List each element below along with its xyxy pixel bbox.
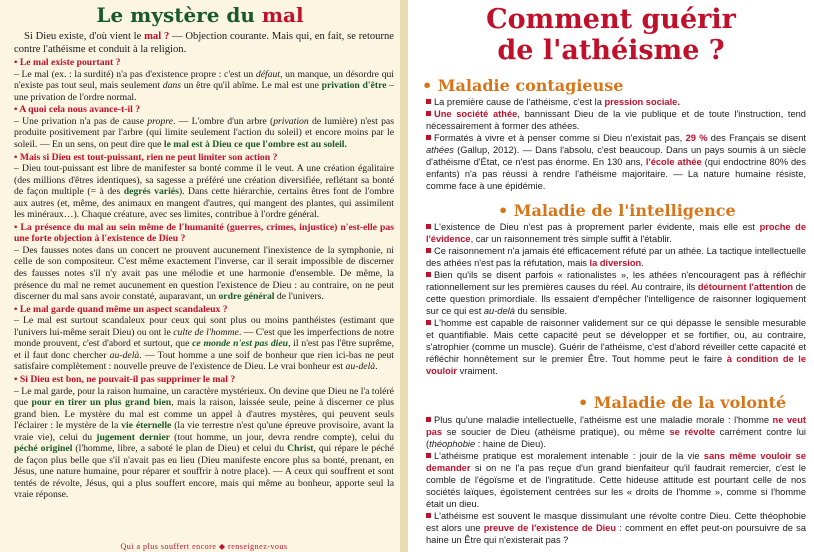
section-volonte [426,414,806,546]
bullet-square-icon [426,99,431,104]
left-page [0,0,400,552]
bullet-square-icon [426,320,431,325]
answer-1: – Le mal (ex. : la surdité) n'a pas d'existence propre : c'est un défaut, un manque, un désordre qui n'existe pas tout seul, mais seulement dans un être qu'il abîme. Le mal est une privation d'être – une privation de l'ordre normal. [14,68,395,103]
question-4: • La présence du mal au sein même de l'humanité (guerres, crimes, injustice) n'est-elle pas une forte objection à l'existence de Dieu ? [14,221,394,245]
question-1: • Le mal existe pourtant ? [14,57,121,69]
answer-4: – Des fausses notes dans un concert ne prouvent aucunement l'inexistence de la symphonie, ni celle de son compositeur. C'est même exactement l'inverse, car il serait impossible de discerner des fausses notes s'il n'y avait pas une mélodie et une harmonie d'ensemble. De même, la présence du mal ne remet aucunement en question l'existence de Dieu : au contraire, on ne peut discerner du mal sans avoir constaté, auparavant, un ordre général de l'univers. [14,244,394,303]
paragraph: L'existence de Dieu n'est pas à proprement parler évidente, mais elle est proche de l'évidence, car un raisonnement très simple suffit à l'établir. [426,222,806,244]
left-title [0,2,400,28]
paragraph: La première cause de l'athéisme, c'est la pression sociale. [426,96,806,108]
heading-intelligence: • Maladie de l'intelligence [498,201,736,220]
paragraph: Plus qu'une maladie intellectuelle, l'athéisme est une maladie morale : l'homme ne veut pas se soucier de Dieu (athéisme pratique), ou même se révolte carrément contre lui (théophobie : haine de Dieu). [426,415,806,449]
left-title-mal: mal [261,3,304,27]
answer-5: – Le mal est surtout scandaleux pour ceux qui sont plus ou moins panthéistes (estimant que l'univers lui-même serait Dieu) ou ont le culte de l'homme. — C'est que les imperfections de notre monde prouvent, c'est d'abord et surtout, que ce monde n'est pas dieu, il n'est pas l'être suprême, et il faut donc chercher au-delà. — Tout homme a une soif de bonheur que rien ici-bas ne peut satisfaire complètement : nouvelle preuve de l'existence de Dieu. Le vrai bonheur est au-delà. [14,315,395,373]
question-5: • Le mal garde quand même un aspect scandaleux ? [14,303,228,315]
paragraph: L'homme est capable de raisonner validement sur ce qui dépasse le sensible mesurable et quantifiable. Mais cette capacité peut se développer et se fortifier, ou, au contraire, s'atrophier (comme un muscle). Guérir de l'athéisme, c'est d'abord réveiller cette capacité et réfléchir honnêtement sur le premier Être. Tout homme peut le faire à condition de le vouloir vraiment. [426,318,806,376]
right-page [408,0,814,552]
left-footer: Qui a plus souffert encore ◆ renseignez-vous [120,542,288,551]
left-column [14,31,394,501]
section-intelligence [426,221,806,377]
paragraph: Une société athée, bannissant Dieu de la vie publique et de toute l'instruction, tend nécessairement à former des athées. [426,109,806,131]
paragraph: L'athéisme pratique est moralement intenable : jouir de la vie sans même vouloir se demander si on ne l'a pas reçue d'un grand bienfaiteur qu'il faudrait remercier, c'est le comble de l'égoïsme et de l'ingratitude. Cette hideuse attitude est pourtant celle de nos sociétés laïques, égoïstement centrées sur les « droits de l'homme », comme si l'homme était un dieu. [426,451,806,509]
answer-6: – Le mal garde, pour la raison humaine, un caractère mystérieux. On devine que Dieu ne l'a toléré que pour en tirer un plus grand bien, mais la raison, laissée seule, peine à discerner ce plus grand bien. Le mystère du mal est comme un appel à d'autres mystères, qui peuvent seuls l'éclairer : le mystère de la vie éternelle (la vie terrestre n'est qu'une épreuve provisoire, avant la vraie vie), celui du jugement dernier (tout homme, un jour, devra rendre compte), celui du péché originel (l'homme, libre, a saboté le plan de Dieu) et celui du Christ, qui répare le péché de façon plus belle que s'il n'avait pas eu lieu (Dieu manifeste encore plus sa bonté, prenant, en Jésus, une nature humaine, pour réparer et souffrir à notre place). — A ceux qui souffrent et sont tentés de révolte, Jésus, qui a plus souffert encore, mais qui même au bonheur, apporte seul la vraie réponse. [14,385,395,501]
question-3: • Mais si Dieu est tout-puissant, rien ne peut limiter son action ? [14,151,278,163]
page-gutter [400,0,408,552]
paragraph: Bien qu'ils se disent parfois « rationalistes », les athées n'encouragent pas à réfléchir rationnellement sur les premières causes du réel. Au contraire, ils détournent l'attention de cette question primordiale. Ils essaient d'empêcher l'intelligence de raisonner logiquement sur ce qui est au-delà du sensible. [426,270,806,316]
heading-contagieuse: • Maladie contagieuse [422,76,624,95]
paragraph: Ce raisonnement n'a jamais été efficacement réfuté par un athée. La tactique intellectuelle des athées n'est pas la réfutation, mais la diversion. [426,246,806,268]
answer-2: – Une privation n'a pas de cause propre. — L'ombre d'un arbre (privation de lumière) n'est pas produite positivement par l'arbre (qui limite seulement l'action du soleil) et encore moins par le soleil. — En un sens, on peut dire que le mal est à Dieu ce que l'ombre est au soleil. [14,115,394,151]
bullet-square-icon [426,111,431,116]
bullet-square-icon [426,513,431,518]
question-6: • Si Dieu est bon, ne pouvait-il pas supprimer le mal ? [14,373,236,385]
left-title-text: Le mystère du [96,3,262,27]
paragraph: L'athéisme est souvent le masque dissimulant une révolte contre Dieu. Cette théophobie est alors une preuve de l'existence de Dieu : comment en effet peut-on poursuivre de sa haine un Être qui n'existerait pas ? [426,511,806,545]
bullet-square-icon [426,248,431,253]
bullet-square-icon [426,224,431,229]
section-contagieuse [426,96,806,192]
right-title-line-1: Comment guérir [486,4,736,35]
paragraph: Formatés à vivre et à penser comme si Dieu n'existait pas, 29 % des Français se disent athées (Gallup, 2012). — Dans l'absolu, c'est beaucoup. Dans un pays soumis à un siècle d'athéisme d'État, ce n'est pas énorme. En 130 ans, l'école athée (qui endoctrine 80% des enfants) n'a pas réussi à rendre l'athéisme majoritaire. — La nature humaine résiste, comme face à une épidémie. [426,133,806,191]
right-title-line-2: de l'athéisme ? [497,35,725,66]
left-intro: Si Dieu existe, d'où vient le mal ? — Objection courante. Mais qui, en fait, se retourne contre l'athéisme et conduit à la religion. [14,31,395,55]
bullet-square-icon [426,417,431,422]
heading-volonte: • Maladie de la volonté [578,393,787,412]
question-2: • A quoi cela nous avance-t-il ? [14,104,141,116]
bullet-square-icon [426,453,431,458]
answer-3: – Dieu tout-puissant est libre de manifester sa bonté comme il le veut. A une création égalitaire (des millions d'êtres identiques), sa sagesse a préféré une création diversifiée, reflétant sa bonté de façon multiple (= à des degrés variés). Dans cette hiérarchie, certains êtres font de l'ombre aux autres (et, même, des animaux en mangent d'autres, qui mangent des plantes, qui assimilent les minéraux…). Chaque créature, avec ses limites, contribue à l'ordre général. [14,163,395,221]
bullet-square-icon [426,272,431,277]
bullet-square-icon [426,135,431,140]
